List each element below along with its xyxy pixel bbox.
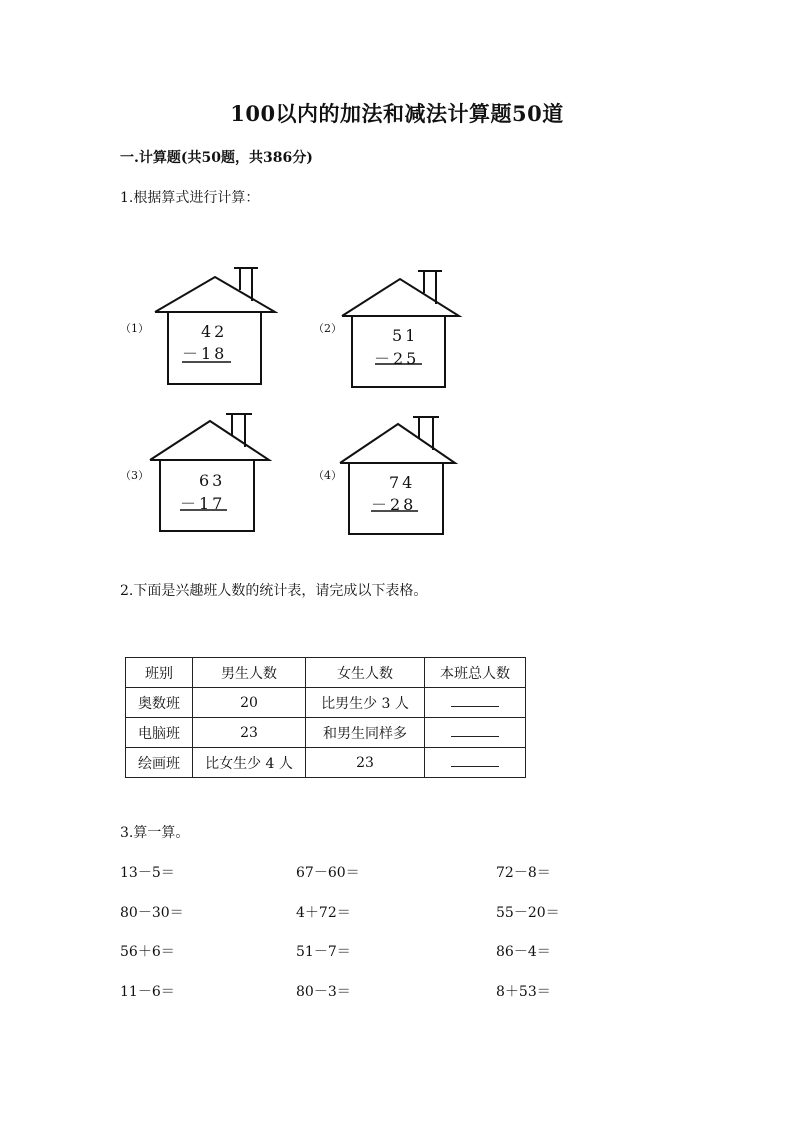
- calc-item: 55－20＝: [496, 905, 560, 921]
- table-row: [126, 718, 526, 748]
- calc-item: 8＋53＝: [496, 984, 551, 1000]
- table-cell: 比女生少 4 人: [193, 748, 306, 778]
- house-4-subtrahend: －28: [371, 495, 417, 514]
- answer-blank[interactable]: [451, 724, 499, 737]
- house-3-index: （3）: [120, 469, 149, 482]
- table-cell: 绘画班: [126, 748, 193, 778]
- section-heading: 一.计算题(共50题，共386分): [120, 150, 313, 166]
- calc-item: 72－8＝: [496, 865, 551, 881]
- calc-item: 4＋72＝: [296, 905, 351, 921]
- table-header: 女生人数: [306, 658, 425, 688]
- question-2-label: 2.下面是兴趣班人数的统计表，请完成以下表格。: [120, 583, 428, 599]
- calc-item: 86－4＝: [496, 944, 551, 960]
- house-2-index: （2）: [313, 322, 342, 335]
- calc-item: 51－7＝: [296, 944, 351, 960]
- calc-item: 80－30＝: [120, 905, 184, 921]
- house-4-index: （4）: [313, 469, 342, 482]
- table-cell: 和男生同样多: [306, 718, 425, 748]
- table-cell: 电脑班: [126, 718, 193, 748]
- question-3-label: 3.算一算。: [120, 825, 190, 841]
- calc-item: 56＋6＝: [120, 944, 175, 960]
- house-2-subtrahend: －25: [374, 349, 420, 368]
- table-row: [126, 688, 526, 718]
- stats-table: [125, 657, 526, 778]
- answer-blank-cell[interactable]: [425, 748, 526, 778]
- table-cell: 奥数班: [126, 688, 193, 718]
- answer-blank-cell[interactable]: [425, 718, 526, 748]
- table-cell: 23: [306, 748, 425, 778]
- house-3-minuend: 63: [199, 471, 226, 490]
- calc-item: 13－5＝: [120, 865, 175, 881]
- page-title: 100以内的加法和减法计算题50道: [230, 101, 564, 126]
- table-header: 本班总人数: [425, 658, 526, 688]
- house-1-index: （1）: [120, 322, 149, 335]
- calc-item: 11－6＝: [120, 984, 175, 1000]
- house-3-subtrahend: －17: [180, 494, 226, 513]
- house-4-minuend: 74: [389, 473, 416, 492]
- calc-item: 67－60＝: [296, 865, 360, 881]
- calc-item: 80－3＝: [296, 984, 351, 1000]
- house-1-subtrahend: －18: [182, 344, 228, 363]
- table-row: [126, 748, 526, 778]
- table-cell: 比男生少 3 人: [306, 688, 425, 718]
- table-cell: 23: [193, 718, 306, 748]
- answer-blank[interactable]: [451, 694, 499, 707]
- question-1-label: 1.根据算式进行计算：: [120, 190, 260, 206]
- table-header: 男生人数: [193, 658, 306, 688]
- table-header-row: [126, 658, 526, 688]
- table-header: 班别: [126, 658, 193, 688]
- answer-blank-cell[interactable]: [425, 688, 526, 718]
- house-2-minuend: 51: [392, 326, 419, 345]
- house-1-minuend: 42: [201, 322, 228, 341]
- answer-blank[interactable]: [451, 754, 499, 767]
- table-cell: 20: [193, 688, 306, 718]
